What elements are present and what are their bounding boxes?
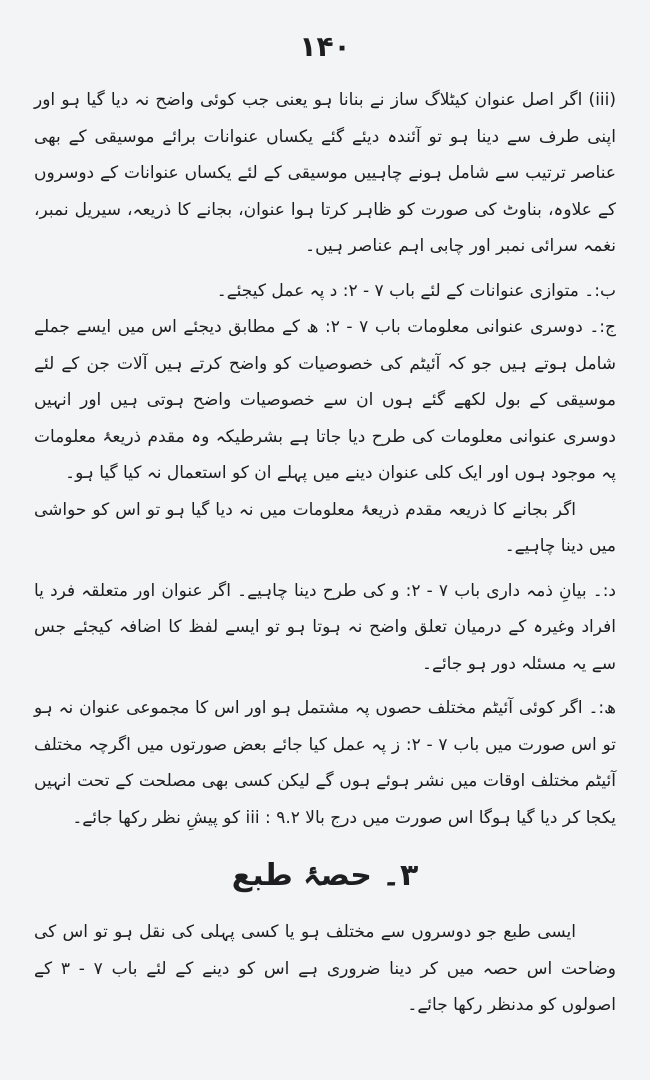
paragraph-iii: (iii) اگر اصل عنوان کیٹلاگ ساز نے بنانا ہو یعنی جب کوئی واضح نہ دیا گیا ہو اور اپنی طرف سے دینا ہو تو آئندہ دیئے گئے یکساں عنوانات برائے موسیقی کے بھی عناصر ترتیب سے شامل ہونے چاہییں موسیقی کے لئے یکساں عنوانات کے دوسروں کے علاوہ، بناوٹ کی صورت کو ظاہر کرتا ہوا عنوان، بجانے کا ذریعہ، سیریل نمبر، نغمہ سرائی نمبر اور چابی اہم عناصر ہیں۔ — [34, 90, 616, 256]
closing-paragraph: ایسی طبع جو دوسروں سے مختلف ہو یا کسی پہلی کی نقل ہو تو اس کی وضاحت اس حصہ میں کر دینا ضروری ہے اس کو دینے کے لئے باب ۷ - ۳ کے اصولوں کو مدنظر رکھا جائے۔ — [34, 922, 616, 1015]
paragraph-d: د:۔ بیانِ ذمہ داری باب ۷ - ۲: و کی طرح دینا چاہیے۔ اگر عنوان اور متعلقہ فرد یا افراد وغیرہ کے درمیان تعلق واضح نہ ہوتا ہو تو ایسے لفظ کا اضافہ کیجئے جس سے یہ مسئلہ دور ہو جائے۔ — [34, 580, 616, 674]
paragraph-h: ھ:۔ اگر کوئی آئیٹم مختلف حصوں پہ مشتمل ہو اور اس کا مجموعی عنوان نہ ہو تو اس صورت میں باب ۷ - ۲: ز پہ عمل کیا جائے بعض صورتوں میں اگرچہ مختلف آئیٹم مختلف اوقات میں نشر ہوئے ہوں گے لیکن کسی بھی مصلحت کے تحت انہیں یکجا کر دیا گیا ہوگا اس صورت میں درج بالا ۹.۲ : iii کو پیشِ نظر رکھا جائے۔ — [34, 698, 616, 828]
paragraph-b: ب:۔ متوازی عنوانات کے لئے باب ۷ - ۲: د پہ عمل کیجئے۔ — [216, 280, 616, 301]
paragraph-bajane: اگر بجانے کا ذریعہ مقدم ذریعۂ معلومات میں نہ دیا گیا ہو تو اس کو حواشی میں دینا چاہیے۔ — [34, 499, 616, 556]
section-heading: ۳۔ حصۂ طبع — [231, 858, 419, 893]
page-number: ۱۴۰ — [299, 30, 351, 63]
body-text — [34, 82, 616, 1024]
paragraph-j: ج:۔ دوسری عنوانی معلومات باب ۷ - ۲: ھ کے مطابق دیجئے اس میں ایسے جملے شامل ہوتے ہیں جو کہ آئیٹم کی خصوصیات کو واضح کرتے ہیں آلات جن کے لئے موسیقی کے بول لکھے گئے ہوں ان سے خصوصیات واضح ہوتی ہیں اور انہیں دوسری عنوانی معلومات کی طرح دیا جاتا ہے بشرطیکہ وہ مقدم ذریعۂ معلومات پہ موجود ہوں اور ایک کلی عنوان دینے میں پہلے ان کو استعمال نہ کیا گیا ہو۔ — [34, 317, 616, 483]
